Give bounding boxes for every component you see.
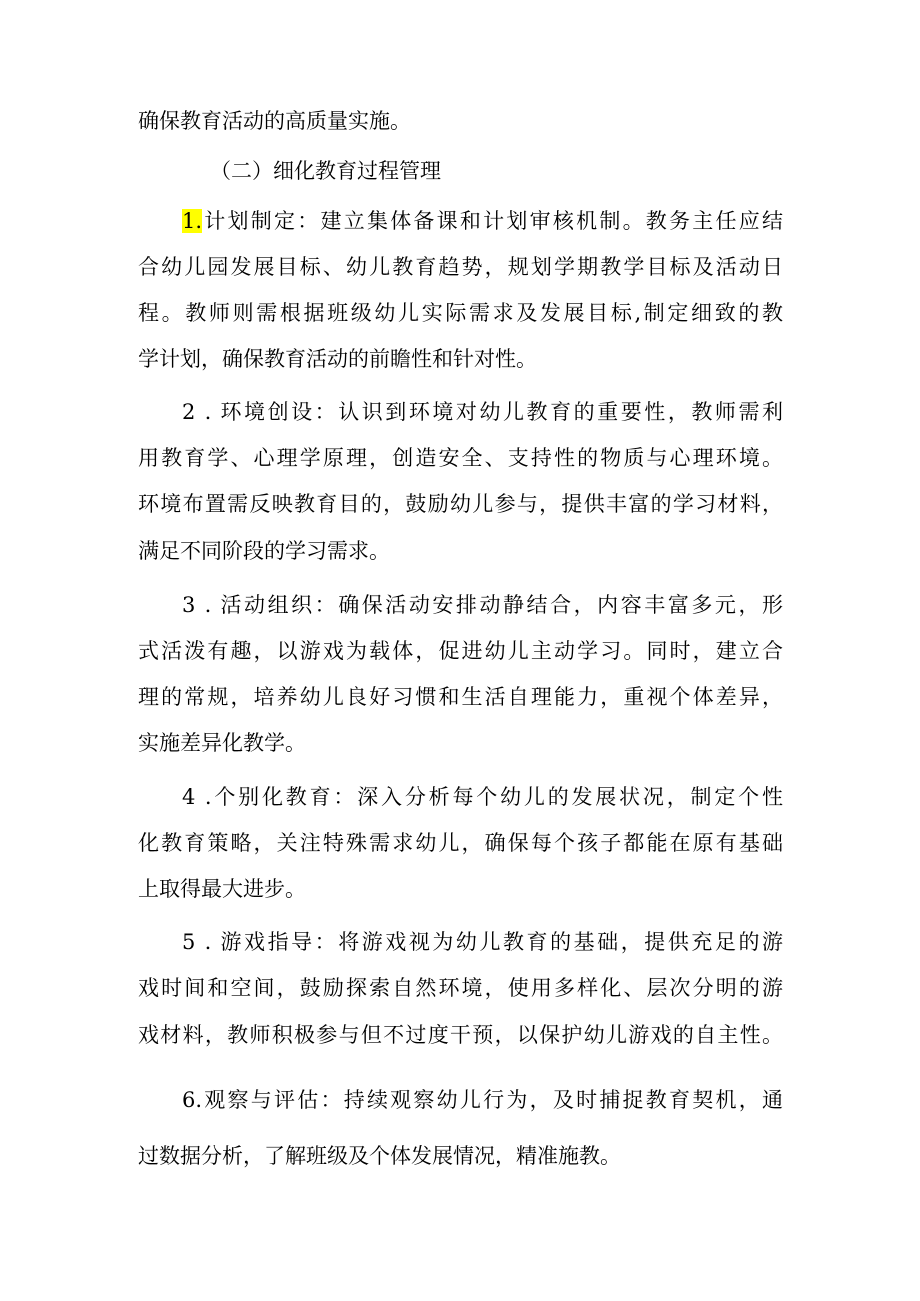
paragraph-line: 学计划，确保教育活动的前瞻性和针对性。 — [138, 347, 537, 371]
paragraph-line — [182, 206, 783, 236]
paragraph-line: 6.观察与评估：持续观察幼儿行为，及时捕捉教育契机，通 — [182, 1088, 783, 1112]
paragraph-line: 确保教育活动的高质量实施。 — [138, 109, 411, 133]
paragraph-line: 用教育学、心理学原理，创造安全、支持性的物质与心理环境。 — [138, 446, 783, 470]
paragraph-line: 戏时间和空间，鼓励探索自然环境，使用多样化、层次分明的游 — [138, 976, 783, 1000]
paragraph-line: 环境布置需反映教育目的，鼓励幼儿参与，提供丰富的学习材料， — [138, 492, 783, 516]
section-heading: （二）细化教育过程管理 — [210, 159, 441, 183]
paragraph-line: 戏材料，教师积极参与但不过度干预，以保护幼儿游戏的自主性。 — [138, 1023, 783, 1047]
paragraph-line: 3 . 活动组织：确保活动安排动静结合，内容丰富多元，形 — [182, 593, 783, 617]
paragraph-line: 满足不同阶段的学习需求。 — [138, 539, 390, 563]
paragraph-line: 化教育策略，关注特殊需求幼儿，确保每个孩子都能在原有基础 — [138, 831, 783, 855]
paragraph-text: 计划制定：建立集体备课和计划审核机制。教务主任应结 — [202, 209, 783, 233]
paragraph-line: 式活泼有趣，以游戏为载体，促进幼儿主动学习。同时，建立合 — [138, 639, 783, 663]
highlighted-list-number: 1. — [182, 209, 203, 233]
paragraph-line: 实施差异化教学。 — [138, 731, 306, 755]
paragraph-line: 过数据分析，了解班级及个体发展情况，精准施教。 — [138, 1144, 621, 1168]
paragraph-line: 上取得最大进步。 — [138, 877, 306, 901]
paragraph-line: 2 . 环境创设：认识到环境对幼儿教育的重要性，教师需利 — [182, 400, 783, 424]
paragraph-line: 理的常规，培养幼儿良好习惯和生活自理能力，重视个体差异， — [138, 685, 783, 709]
paragraph-line: 程。教师则需根据班级幼儿实际需求及发展目标,制定细致的教 — [138, 301, 783, 325]
paragraph-line: 5 . 游戏指导：将游戏视为幼儿教育的基础，提供充足的游 — [182, 930, 783, 954]
paragraph-line: 合幼儿园发展目标、幼儿教育趋势，规划学期教学目标及活动日 — [138, 255, 783, 279]
paragraph-line: 4 .个别化教育：深入分析每个幼儿的发展状况，制定个性 — [182, 785, 783, 809]
